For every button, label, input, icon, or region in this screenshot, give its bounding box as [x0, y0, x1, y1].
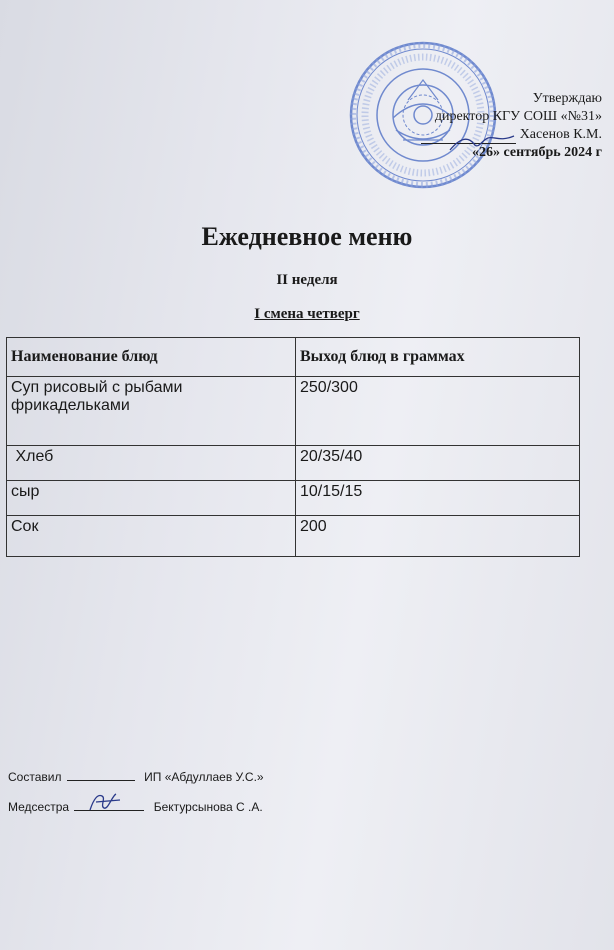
dish-grams: 10/15/15 [296, 481, 580, 516]
nurse-signature [86, 790, 126, 814]
approval-date: «26» сентябрь 2024 г [472, 145, 602, 160]
header-grams: Выход блюд в граммах [296, 338, 580, 377]
table-row [7, 481, 580, 516]
compiled-label: Составил [8, 770, 62, 784]
dish-grams: 200 [296, 516, 580, 557]
menu-table [6, 337, 580, 557]
table-header-row [7, 338, 580, 377]
table-row [7, 516, 580, 557]
director-name: Хасенов К.М. [519, 127, 602, 142]
nurse-label: Медсестра [8, 800, 70, 814]
dish-name: Сок [7, 516, 296, 557]
page-title: Ежедневное меню [201, 222, 413, 251]
dish-name: Суп рисовый с рыбами фрикадельками [7, 377, 296, 446]
dish-name: сыр [7, 481, 296, 516]
dish-name: Хлеб [7, 446, 296, 481]
table-row [7, 377, 580, 446]
director-signature [448, 132, 518, 154]
nurse-name: Бектурсынова С .А. [153, 800, 263, 814]
dish-grams: 20/35/40 [296, 446, 580, 481]
compiled-name: ИП «Абдуллаев У.С.» [144, 770, 264, 784]
nurse-line [8, 800, 263, 814]
header-dish: Наименование блюд [7, 338, 296, 377]
compiled-by-line [8, 770, 264, 784]
table-row [7, 446, 580, 481]
dish-grams: 250/300 [296, 377, 580, 446]
approval-position: директор КГУ СОШ «№31» [434, 109, 602, 124]
shift-label: I смена четверг [254, 306, 360, 322]
approval-label: Утверждаю [532, 91, 602, 106]
week-label: II неделя [276, 272, 338, 288]
